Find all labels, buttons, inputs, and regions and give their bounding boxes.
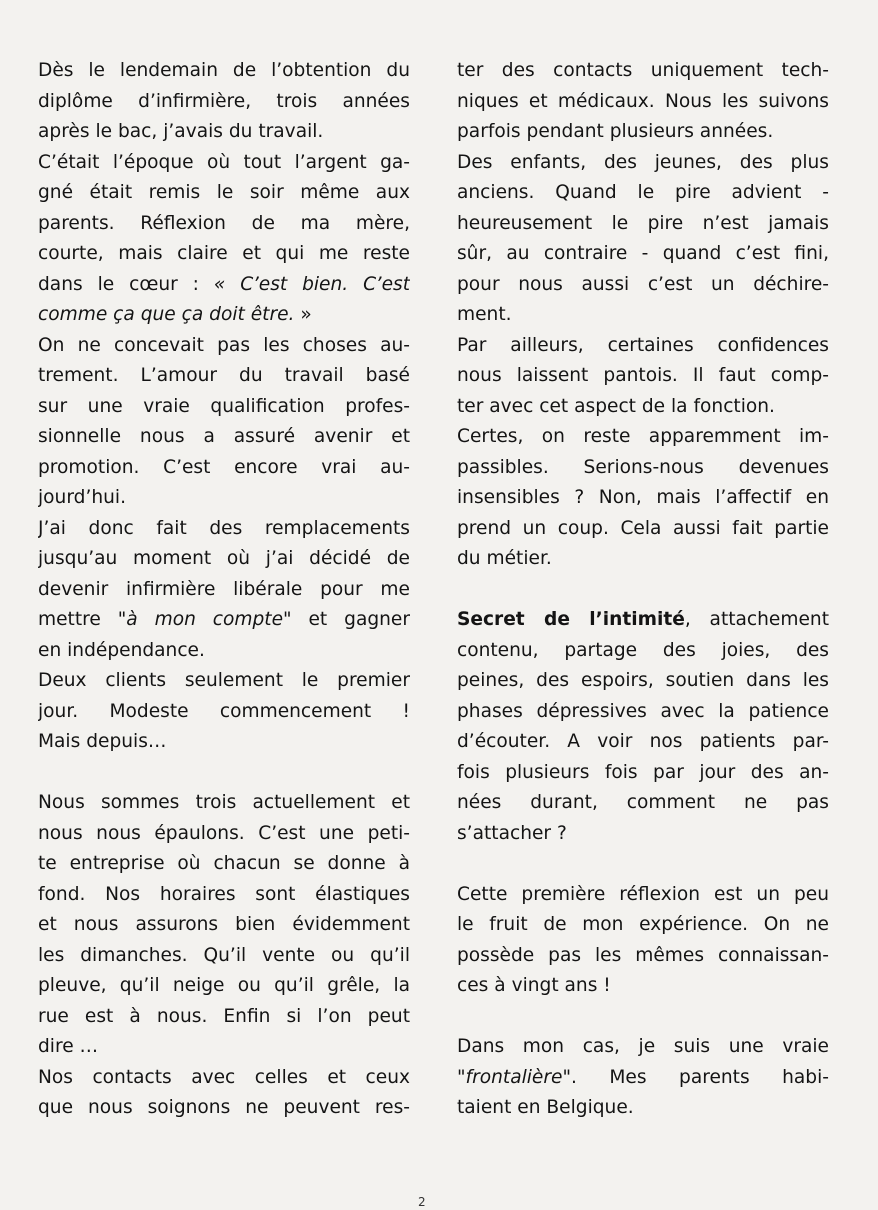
paragraph-spacer [457, 575, 829, 606]
text-line: devenir infirmière libérale pour me [38, 578, 410, 600]
text-line [38, 605, 410, 636]
text-line: C’était l’époque où tout l’argent ga- [38, 151, 410, 173]
text-line: Dès le lendemain de l’obtention du [38, 60, 410, 81]
text-line: diplôme d’infirmière, trois années [38, 90, 410, 112]
page-number: 2 [418, 1195, 426, 1209]
text-segment: et gagner [291, 609, 410, 630]
text-line: On ne concevait pas les choses au- [38, 334, 410, 356]
text-line: fond. Nos horaires sont élastiques [38, 883, 410, 905]
text-line: s’attacher ? [457, 822, 567, 844]
text-line: ces à vingt ans ! [457, 975, 611, 996]
text-segment: dans le cœur : [38, 273, 214, 295]
bold-heading-text: Secret de l’intimité [457, 609, 685, 630]
text-line: anciens. Quand le pire advient - [457, 182, 829, 203]
paragraph-spacer [457, 1002, 829, 1033]
text-line: parfois pendant plusieurs années. [457, 121, 774, 142]
text-line: nées durant, comment ne pas [457, 792, 829, 813]
italic-quote-text: "frontalière" [457, 1066, 571, 1088]
text-line: sûr, au contraire - quand c’est fini, [457, 243, 829, 264]
text-line: rue est à nous. Enfin si l’on peut [38, 1005, 410, 1027]
text-line: Cette première réflexion est un peu [457, 883, 829, 905]
text-line: Mais depuis… [38, 731, 167, 752]
text-line: heureusement le pire n’est jamais [457, 212, 829, 234]
text-line: nous laissent pantois. Il faut comp- [457, 365, 829, 386]
text-line: dire … [38, 1036, 99, 1057]
text-line: passibles. Serions-nous devenues [457, 456, 829, 478]
text-line: taient en Belgique. [457, 1097, 634, 1118]
text-line: les dimanches. Qu’il vente ou qu’il [38, 944, 410, 966]
text-line: en indépendance. [38, 639, 205, 661]
text-line: pleuve, qu’il neige ou qu’il grêle, la [38, 975, 410, 996]
text-line [38, 270, 410, 301]
text-line: trement. L’amour du travail basé [38, 365, 410, 386]
text-line: jusqu’au moment où j’ai décidé de [38, 548, 410, 569]
text-line: jour. Modeste commencement ! [38, 700, 410, 722]
text-line: Certes, on reste apparemment im- [457, 426, 829, 447]
italic-quote-text: « C’est bien. C’est [213, 273, 410, 295]
text-line: ter des contacts uniquement tech- [457, 60, 829, 81]
left-text-column [38, 56, 410, 1124]
text-line: sionnelle nous a assuré avenir et [38, 426, 410, 447]
text-line [457, 1063, 829, 1094]
text-line: que nous soignons ne peuvent res- [38, 1097, 410, 1118]
text-line: et nous assurons bien évidemment [38, 914, 410, 935]
text-line: après le bac, j’avais du travail. [38, 121, 324, 142]
text-line: Nous sommes trois actuellement et [38, 792, 410, 813]
italic-quote-text: comme ça que ça doit être. [38, 304, 295, 325]
paragraph-spacer [457, 849, 829, 880]
text-line: gné était remis le soir même aux [38, 182, 410, 203]
text-line: ter avec cet aspect de la fonction. [457, 395, 775, 417]
text-line: ment. [457, 304, 512, 325]
text-line: d’écouter. A voir nos patients par- [457, 731, 829, 752]
text-line: Des enfants, des jeunes, des plus [457, 151, 829, 173]
text-line: du métier. [457, 548, 552, 569]
text-line: te entreprise où chacun se donne à [38, 853, 410, 874]
text-line: Nos contacts avec celles et ceux [38, 1066, 410, 1088]
italic-quote-text: "à mon compte" [117, 609, 292, 630]
paragraph-spacer [38, 758, 410, 789]
text-line: courte, mais claire et qui me reste [38, 243, 410, 264]
text-line: J’ai donc fait des remplacements [38, 517, 410, 539]
text-line: le fruit de mon expérience. On ne [457, 914, 829, 935]
text-segment: » [294, 304, 312, 325]
text-line: insensibles ? Non, mais l’affectif en [457, 487, 829, 508]
text-line: peines, des espoirs, soutien dans les [457, 670, 829, 691]
text-line: phases dépressives avec la patience [457, 700, 829, 722]
text-line: prend un coup. Cela aussi fait partie [457, 517, 829, 539]
text-line: fois plusieurs fois par jour des an- [457, 761, 829, 783]
text-line: contenu, partage des joies, des [457, 639, 829, 661]
text-line [38, 300, 410, 331]
text-line: sur une vraie qualification profes- [38, 395, 410, 417]
text-line: Dans mon cas, je suis une vraie [457, 1036, 829, 1057]
text-segment: , attachement [684, 609, 829, 630]
text-line: nous nous épaulons. C’est une peti- [38, 822, 410, 844]
text-line: niques et médicaux. Nous les suivons [457, 90, 829, 112]
right-text-column [457, 56, 829, 1124]
text-line: promotion. C’est encore vrai au- [38, 456, 410, 478]
text-line: jourd’hui. [38, 487, 127, 508]
text-line: Par ailleurs, certaines confidences [457, 334, 829, 356]
text-segment: mettre [38, 609, 118, 630]
text-line: pour nous aussi c’est un déchire- [457, 273, 829, 295]
text-segment: . Mes parents habi- [571, 1066, 829, 1088]
text-line: Deux clients seulement le premier [38, 670, 410, 691]
text-line [457, 605, 829, 636]
text-line: parents. Réflexion de ma mère, [38, 212, 410, 234]
text-line: possède pas les mêmes connaissan- [457, 944, 829, 966]
